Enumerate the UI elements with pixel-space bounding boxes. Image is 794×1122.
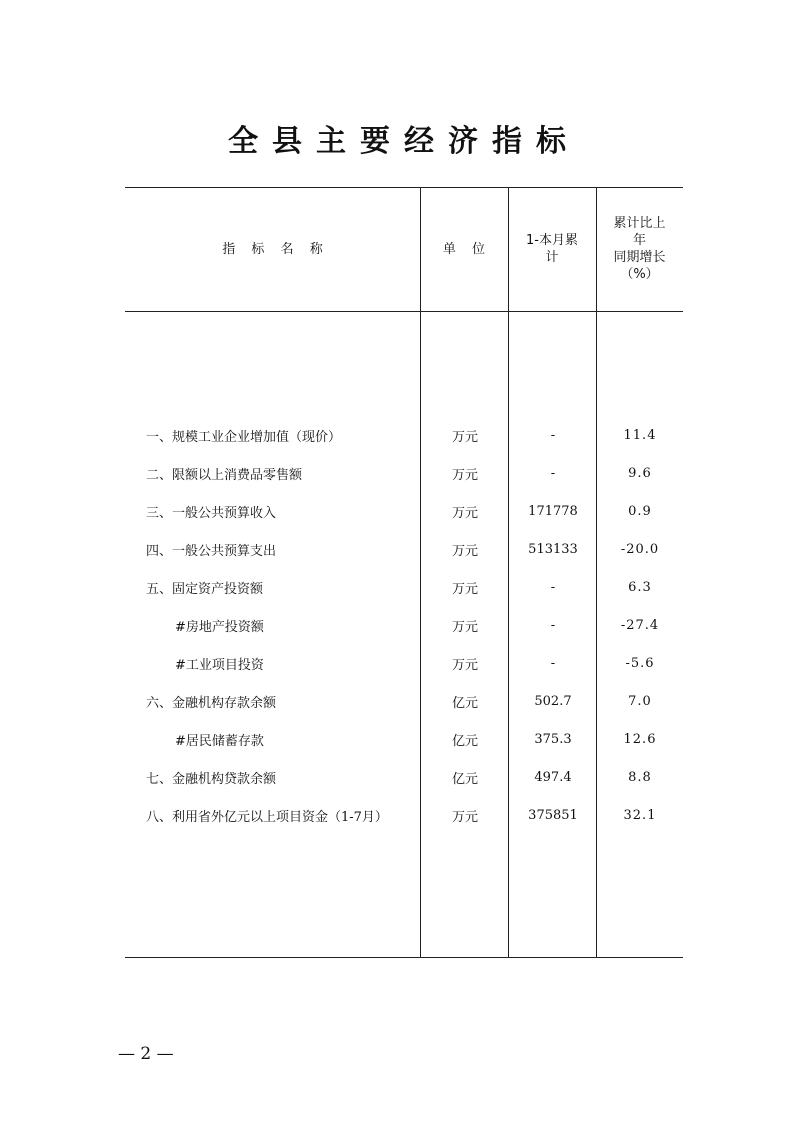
cumulative-value: - bbox=[550, 465, 556, 481]
growth-value: -5.6 bbox=[625, 655, 655, 671]
header-line: 计 bbox=[545, 250, 559, 265]
header-bottom-border bbox=[125, 311, 683, 312]
header-indicator-name: 指 标 名 称 bbox=[222, 241, 323, 257]
growth-value: 7.0 bbox=[628, 693, 652, 709]
indicator-name: 三、一般公共预算收入 bbox=[146, 505, 277, 521]
growth-value: 8.8 bbox=[628, 769, 652, 785]
indicator-name: 四、一般公共预算支出 bbox=[146, 543, 277, 559]
growth-value: -27.4 bbox=[620, 617, 660, 633]
cumulative-value: 502.7 bbox=[534, 693, 572, 709]
header-line: 年 bbox=[632, 233, 646, 248]
growth-value: 9.6 bbox=[628, 465, 652, 481]
unit-cell: 万元 bbox=[451, 809, 478, 825]
unit-cell: 亿元 bbox=[451, 733, 478, 749]
header-line: 同期增长 bbox=[613, 250, 666, 265]
header-yoy-growth bbox=[596, 187, 683, 311]
growth-value: 0.9 bbox=[628, 503, 652, 519]
table-row bbox=[125, 454, 683, 492]
table-row bbox=[125, 644, 683, 682]
header-line: （%） bbox=[620, 267, 659, 282]
cumulative-value: - bbox=[550, 655, 556, 671]
indicator-name: 五、固定资产投资额 bbox=[146, 581, 264, 597]
cumulative-value: - bbox=[550, 427, 556, 443]
growth-value: 6.3 bbox=[628, 579, 652, 595]
growth-value: 32.1 bbox=[623, 807, 657, 823]
indicator-name: #居民储蓄存款 bbox=[175, 733, 264, 749]
unit-cell: 万元 bbox=[451, 657, 478, 673]
cumulative-value: 375851 bbox=[528, 807, 578, 823]
indicator-name: 八、利用省外亿元以上项目资金（1-7月） bbox=[146, 809, 388, 825]
indicator-name: #工业项目投资 bbox=[175, 657, 264, 673]
header-unit: 单 位 bbox=[442, 241, 486, 257]
indicator-name: 七、金融机构贷款余额 bbox=[146, 771, 277, 787]
header-cumulative-total bbox=[508, 187, 596, 311]
growth-value: 12.6 bbox=[623, 731, 657, 747]
unit-cell: 万元 bbox=[451, 581, 478, 597]
unit-cell: 万元 bbox=[451, 467, 478, 483]
indicator-name: 六、金融机构存款余额 bbox=[146, 695, 277, 711]
unit-cell: 万元 bbox=[451, 429, 478, 445]
cumulative-value: 171778 bbox=[528, 503, 578, 519]
unit-cell: 亿元 bbox=[451, 695, 478, 711]
header-line: 累计比上 bbox=[613, 216, 666, 231]
growth-value: -20.0 bbox=[620, 541, 660, 557]
table-row bbox=[125, 568, 683, 606]
page-number: — 2 — bbox=[118, 1044, 174, 1064]
table-row bbox=[125, 796, 683, 834]
table-row bbox=[125, 682, 683, 720]
table-row bbox=[125, 492, 683, 530]
table-bottom-border bbox=[125, 957, 683, 958]
header-line: 1-本月累 bbox=[526, 233, 578, 248]
cumulative-value: 497.4 bbox=[534, 769, 572, 785]
page-title: 全县主要经济指标 bbox=[228, 124, 580, 159]
table-row bbox=[125, 606, 683, 644]
indicator-name: 二、限额以上消费品零售额 bbox=[146, 467, 303, 483]
table-row bbox=[125, 758, 683, 796]
unit-cell: 万元 bbox=[451, 505, 478, 521]
indicator-name: 一、规模工业企业增加值（现价） bbox=[146, 429, 342, 445]
growth-value: 11.4 bbox=[623, 427, 657, 443]
unit-cell: 亿元 bbox=[451, 771, 478, 787]
indicator-name: #房地产投资额 bbox=[175, 619, 264, 635]
cumulative-value: 513133 bbox=[528, 541, 578, 557]
table-row bbox=[125, 720, 683, 758]
table-row bbox=[125, 416, 683, 454]
table-row bbox=[125, 530, 683, 568]
unit-cell: 万元 bbox=[451, 619, 478, 635]
cumulative-value: - bbox=[550, 617, 556, 633]
cumulative-value: 375.3 bbox=[534, 731, 572, 747]
cumulative-value: - bbox=[550, 579, 556, 595]
unit-cell: 万元 bbox=[451, 543, 478, 559]
